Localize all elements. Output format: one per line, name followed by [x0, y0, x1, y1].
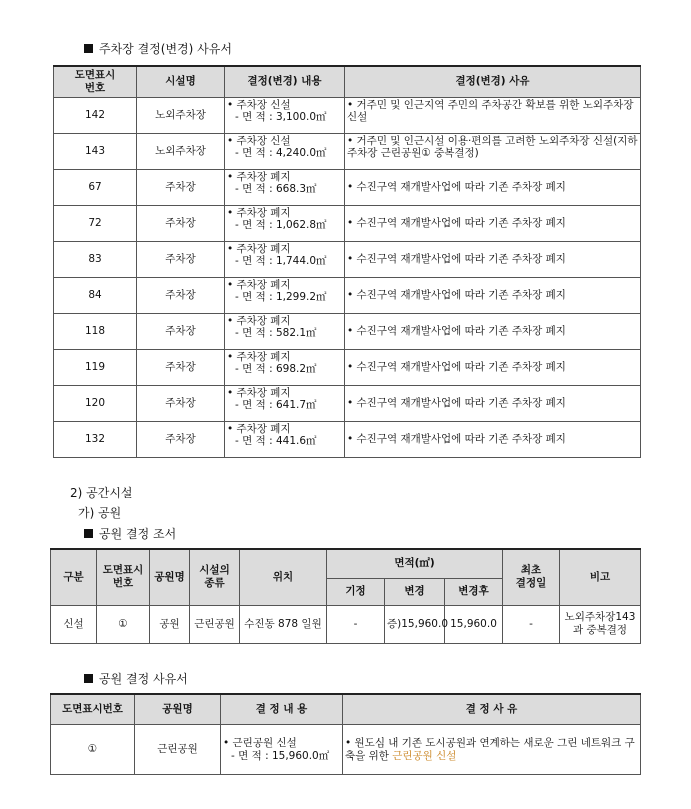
col-header-reason: 결정(변경) 사유: [345, 66, 641, 97]
cell-reason: • 수진구역 재개발사업에 따라 기존 주차장 폐지: [345, 313, 641, 349]
reason-highlight: 근린공원 신설: [392, 749, 457, 762]
cell-content: [225, 97, 345, 133]
cell-content: [225, 349, 345, 385]
cell-facility: 주차장: [137, 313, 225, 349]
cell-content: [225, 385, 345, 421]
col-header-reason: 결 정 사 유: [343, 694, 641, 724]
park-reason-heading: 공원 결정 사유서: [84, 670, 188, 687]
col-header-area-change: 변경: [385, 578, 445, 605]
col-header-area: 면적(㎡): [327, 549, 503, 578]
col-header-type: 시설의 종류: [190, 549, 240, 605]
park-reason-table: [50, 693, 641, 775]
table-row: [54, 385, 641, 421]
table-row: [54, 313, 641, 349]
park-decision-heading: 공원 결정 조서: [84, 525, 176, 542]
cell-no: 72: [54, 205, 137, 241]
cell-facility: 주차장: [137, 205, 225, 241]
table-row: [54, 169, 641, 205]
content-line-2: - 면 적 : 1,744.0㎡: [235, 255, 327, 268]
table-row: [51, 605, 641, 643]
cell-content: [225, 241, 345, 277]
parking-reason-table: [53, 65, 641, 458]
cell-reason: • 수진구역 재개발사업에 따라 기존 주차장 폐지: [345, 277, 641, 313]
content-line-1: • 주차장 폐지: [227, 314, 291, 327]
cell-reason: • 거주민 및 인근지역 주민의 주차공간 확보를 위한 노외주차장 신설: [345, 97, 641, 133]
col-header-park-name: 공원명: [150, 549, 190, 605]
sub-heading-park: 가) 공원: [78, 506, 122, 520]
cell-reason: [343, 724, 641, 774]
content-line-1: • 주차장 폐지: [227, 278, 291, 291]
cell-facility: 주차장: [137, 421, 225, 457]
cell-no: 143: [54, 133, 137, 169]
cell-park-name: 근린공원: [135, 724, 221, 774]
cell-reason: • 수진구역 재개발사업에 따라 기존 주차장 폐지: [345, 349, 641, 385]
cell-reason: • 수진구역 재개발사업에 따라 기존 주차장 폐지: [345, 385, 641, 421]
cell-no: 83: [54, 241, 137, 277]
col-header-location: 위치: [240, 549, 327, 605]
content-line-2: - 면 적 : 1,062.8㎡: [235, 219, 327, 232]
square-bullet-icon: [84, 529, 93, 538]
content-line-1: • 주차장 폐지: [227, 242, 291, 255]
col-header-no: 도면표시번호: [51, 694, 135, 724]
cell-first-date: -: [503, 605, 560, 643]
content-line-2: - 면 적 : 4,240.0㎡: [235, 147, 327, 160]
cell-content: [225, 205, 345, 241]
parking-reason-heading: 주차장 결정(변경) 사유서: [84, 40, 232, 57]
col-header-park-name: 공원명: [135, 694, 221, 724]
cell-content: [221, 724, 343, 774]
cell-content: [225, 277, 345, 313]
col-header-content: 결 정 내 용: [221, 694, 343, 724]
cell-no: 132: [54, 421, 137, 457]
table-row: [54, 205, 641, 241]
cell-reason: • 수진구역 재개발사업에 따라 기존 주차장 폐지: [345, 205, 641, 241]
cell-reason: • 수진구역 재개발사업에 따라 기존 주차장 폐지: [345, 241, 641, 277]
cell-note: 노외주차장143과 중복결정: [560, 605, 641, 643]
col-header-facility: 시설명: [137, 66, 225, 97]
table-row: [54, 277, 641, 313]
col-header-no: 도면표시 번호: [54, 66, 137, 97]
cell-area-change: 증)15,960.0: [385, 605, 445, 643]
content-line-1: • 주차장 신설: [227, 98, 291, 111]
cell-no: 84: [54, 277, 137, 313]
table-row: [54, 349, 641, 385]
content-line-1: • 주차장 폐지: [227, 350, 291, 363]
cell-facility: 주차장: [137, 241, 225, 277]
content-line-2: - 면 적 : 582.1㎡: [235, 327, 317, 340]
content-line-1: • 근린공원 신설: [223, 736, 297, 749]
cell-no: 142: [54, 97, 137, 133]
table-row: [54, 97, 641, 133]
cell-area-after: 15,960.0: [445, 605, 503, 643]
content-line-2: - 면 적 : 441.6㎡: [235, 435, 317, 448]
cell-type: 근린공원: [190, 605, 240, 643]
col-header-no: 도면표시 번호: [97, 549, 150, 605]
cell-content: [225, 169, 345, 205]
reason-text: • 원도심 내 기존 도시공원과 연계하는 새로운 그린 네트워크 구축을 위한: [345, 736, 635, 762]
cell-no: 119: [54, 349, 137, 385]
cell-location: 수진동 878 일원: [240, 605, 327, 643]
content-line-2: - 면 적 : 668.3㎡: [235, 183, 317, 196]
content-line-1: • 주차장 폐지: [227, 386, 291, 399]
col-header-area-existing: 기정: [327, 578, 385, 605]
content-line-2: - 면 적 : 15,960.0㎡: [231, 749, 330, 762]
cell-facility: 주차장: [137, 169, 225, 205]
table-row: [54, 421, 641, 457]
cell-no: 120: [54, 385, 137, 421]
cell-no: ①: [51, 724, 135, 774]
table-row: [54, 133, 641, 169]
cell-reason: • 수진구역 재개발사업에 따라 기존 주차장 폐지: [345, 169, 641, 205]
col-header-content: 결정(변경) 내용: [225, 66, 345, 97]
cell-gubun: 신설: [51, 605, 97, 643]
content-line-2: - 면 적 : 641.7㎡: [235, 399, 317, 412]
park-decision-table: [50, 548, 641, 644]
square-bullet-icon: [84, 674, 93, 683]
cell-facility: 노외주차장: [137, 133, 225, 169]
cell-no: ①: [97, 605, 150, 643]
content-line-2: - 면 적 : 698.2㎡: [235, 363, 317, 376]
square-bullet-icon: [84, 44, 93, 53]
cell-no: 118: [54, 313, 137, 349]
content-line-1: • 주차장 폐지: [227, 422, 291, 435]
col-header-area-after: 변경후: [445, 578, 503, 605]
cell-facility: 주차장: [137, 277, 225, 313]
cell-area-existing: -: [327, 605, 385, 643]
content-line-2: - 면 적 : 3,100.0㎡: [235, 111, 327, 124]
cell-content: [225, 313, 345, 349]
cell-no: 67: [54, 169, 137, 205]
col-header-first-date: 최초 결정일: [503, 549, 560, 605]
cell-content: [225, 421, 345, 457]
col-header-note: 비고: [560, 549, 641, 605]
table-row: [51, 724, 641, 774]
sub-heading-space-facility: 2) 공간시설: [70, 486, 133, 500]
cell-facility: 주차장: [137, 349, 225, 385]
cell-park-name: 공원: [150, 605, 190, 643]
cell-facility: 노외주차장: [137, 97, 225, 133]
cell-reason: • 거주민 및 인근시설 이용·편의를 고려한 노외주차장 신설(지하주차장 근린공원① 중복결정): [345, 133, 641, 169]
content-line-2: - 면 적 : 1,299.2㎡: [235, 291, 327, 304]
cell-content: [225, 133, 345, 169]
col-header-gubun: 구분: [51, 549, 97, 605]
cell-reason: • 수진구역 재개발사업에 따라 기존 주차장 폐지: [345, 421, 641, 457]
table-row: [54, 241, 641, 277]
content-line-1: • 주차장 신설: [227, 134, 291, 147]
cell-facility: 주차장: [137, 385, 225, 421]
content-line-1: • 주차장 폐지: [227, 206, 291, 219]
content-line-1: • 주차장 폐지: [227, 170, 291, 183]
